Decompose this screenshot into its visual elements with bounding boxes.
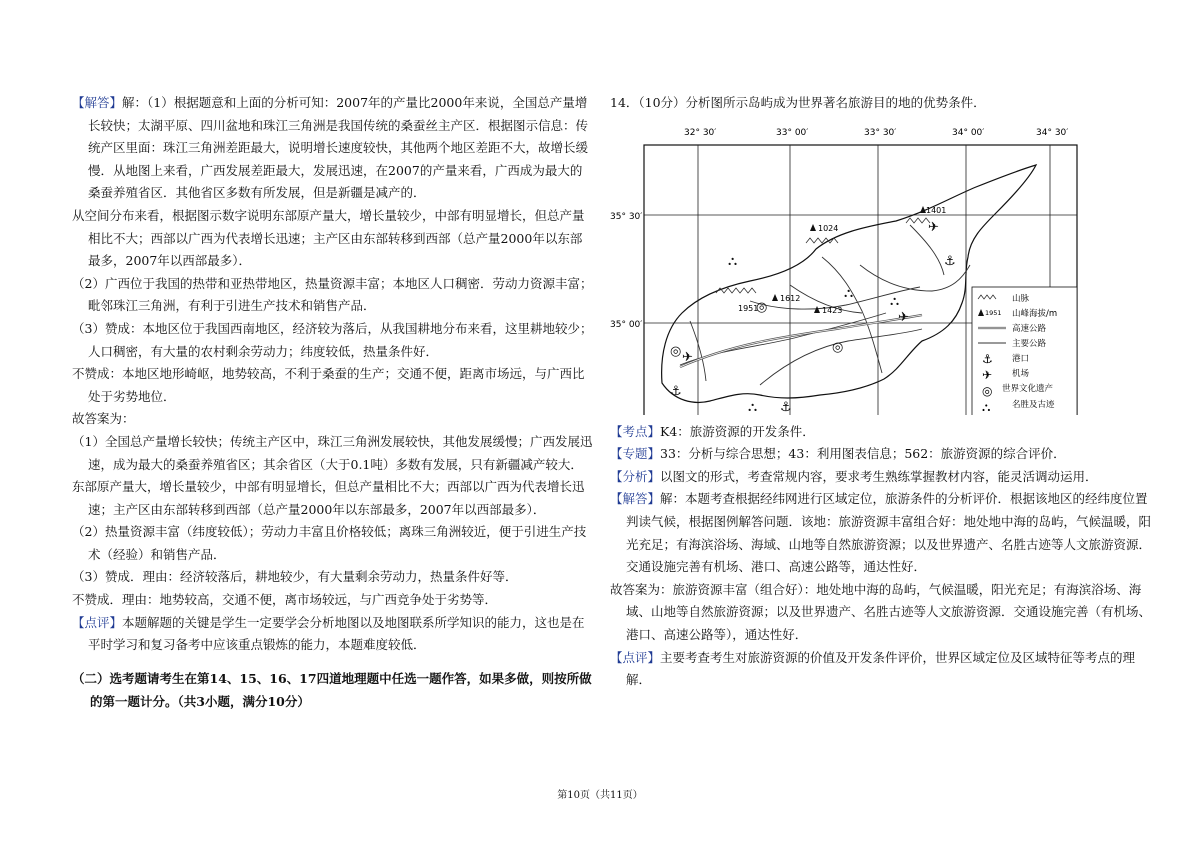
lon-label: 34° 30′ [1036, 127, 1069, 138]
paragraph-2: （2）广西位于我国的热带和亚热带地区，热量资源丰富；本地区人口稠密．劳动力资源丰富；毗邻珠江三角洲，有利于引进生产技术和销售产品． [72, 275, 593, 314]
heritage-icon: ◎ [982, 383, 993, 398]
legend-label: 山峰海拔/m [1012, 308, 1058, 319]
sights-icon: ⛬ [982, 399, 991, 414]
jieda-paragraph: 【解答】解：本题考查根据经纬网进行区域定位，旅游条件的分析评价．根据该地区的经纬度位置判读气候，根据图例解答问题．该地：旅游资源丰富组合好：地处地中海的岛屿，气候温暖，阳光充足；有海滨浴场、海域、山地等自然旅游资源；以及世界遗产、名胜古迹等人文旅游资源． 交通设施完善有机场、港口、高速公路等，通达性好． [610, 491, 1158, 575]
review-tag: 【点评】 [72, 614, 123, 630]
answer-1: （1）全国总产量增长较快；传统主产区中，珠江三角洲发展较快，其他发展缓慢；广西发展迅速，成为最大的桑蚕养殖省区；其余省区（大于0.1吨）多数有发展，只有新疆减产较大． [72, 433, 593, 472]
fenxi-tag: 【分析】 [610, 468, 661, 484]
lon-label: 33° 00′ [776, 127, 809, 138]
answer-paragraph: 故答案为：旅游资源丰富（组合好）：地处地中海的岛屿，气候温暖，阳光充足；有海滨浴场、海域、山地等自然旅游资源；以及世界遗产、名胜古迹等人文旅游资源．交通设施完善（有机场、港口、高速公路等），通达性好． [610, 581, 1152, 642]
airport-icon: ✈ [682, 349, 693, 365]
port-icon: ⚓ [982, 351, 993, 366]
peak-label: 1612 [780, 293, 801, 303]
jieda-tag: 【解答】 [610, 491, 661, 507]
port-icon: ⚓ [670, 383, 682, 399]
sights-icon: ⛬ [748, 399, 758, 415]
legend-label: 名胜及古迹 [1012, 399, 1055, 410]
page-footer: 第10页（共11页） [557, 790, 643, 801]
sights-icon: ⛬ [890, 293, 900, 309]
answer-tag: 【解答】 [72, 95, 123, 110]
zhuanti-paragraph: 【专题】33：分析与综合思想；43：利用图表信息；562：旅游资源的综合评价． [610, 446, 1066, 462]
review-paragraph: 【点评】本题解题的关键是学生一定要学会分析地图以及地图联系所学知识的能力，这也是在平时学习和复习备考中应该重点锻炼的能力，本题难度较低． [72, 614, 585, 653]
port-icon: ⚓ [944, 253, 956, 269]
map-legend [972, 287, 1077, 415]
kaodian-paragraph: 【考点】K4：旅游资源的开发条件． [610, 423, 815, 439]
dianping-tag: 【点评】 [610, 649, 661, 665]
heritage-icon: ◎ [756, 299, 768, 315]
heritage-icon: ◎ [832, 339, 844, 355]
answer-3b: 不赞成．理由：地势较高，交通不便，离市场较远，与广西竞争处于劣势等． [72, 592, 498, 608]
paragraph-against: 不赞成：本地区地形崎岖，地势较高，不利于桑蚕的生产；交通不便，距离市场远，与广西比处于劣势地位． [72, 366, 585, 404]
answer-2: （2）热量资源丰富（纬度较低）；劳动力丰富且价格较低；离珠三角洲较近，便于引进生产技术（经验）和销售产品． [72, 524, 587, 562]
lon-label: 34° 00′ [952, 127, 985, 138]
fenxi-paragraph: 【分析】以图文的形式，考查常规内容，要求考生熟练掌握教材内容，能灵活调动运用． [610, 468, 1098, 484]
map-svg [610, 115, 1155, 415]
heritage-icon: ◎ [670, 343, 682, 359]
paragraph-3: （3）赞成：本地区位于我国西南地区，经济较为落后，从我国耕地分布来看，这里耕地较少；人口稠密，有大量的农村剩余劳动力；纬度较低，热量条件好． [72, 320, 593, 359]
left-column [72, 92, 594, 713]
paragraph-spatial: 从空间分布来看，根据图示数字说明东部原产量大，增长量较少，中部有明显增长，但总产量相比不大；西部以广西为代表增长迅速；主产区由东部转移到西部（总产量2000年以东部最多，2007年以西部最多）． [72, 207, 585, 269]
sights-icon: ⛬ [844, 285, 854, 301]
legend-label: 山脉 [1012, 293, 1030, 304]
question-14: 14．（10分）分析图所示岛屿成为世界著名旅游目的地的优势条件． [610, 95, 986, 110]
legend-label: 主要公路 [1012, 338, 1047, 349]
section-heading: （二）选考题请考生在第14、15、16、17四道地理题中任选一题作答，如果多做，则按所做的第一题计分。（共3小题，满分10分） [72, 670, 592, 709]
roads [680, 225, 970, 385]
lat-label: 35° 30′ [610, 211, 643, 222]
legend-label: 世界文化遗产 [1002, 383, 1054, 394]
island-map [610, 115, 1155, 415]
answer-label: 故答案为： [72, 411, 135, 427]
lon-label: 32° 30′ [684, 127, 717, 138]
kaodian-tag: 【考点】 [610, 423, 661, 439]
peak-label: 1423 [822, 305, 843, 315]
peak-label: 1951 [738, 303, 759, 313]
peak-label: 1024 [818, 223, 839, 233]
airport-icon: ✈ [898, 309, 909, 325]
zhuanti-tag: 【专题】 [610, 446, 661, 462]
airport-icon: ✈ [928, 219, 939, 235]
right-column [610, 92, 1158, 692]
legend-label: 港口 [1012, 353, 1030, 364]
dianping-paragraph: 【点评】主要考查考生对旅游资源的价值及开发条件评价，世界区域定位及区域特征等考点的理解． [610, 649, 1136, 688]
legend-label: 高速公路 [1012, 323, 1047, 334]
answer-paragraph-1: 【解答】解：（1）根据题意和上面的分析可知：2007年的产量比2000年来说，全国总产量增长较快；太湖平原、四川盆地和珠江三角洲是我国传统的桑蚕丝主产区．根据图示信息：传统产区里面：珠江三角洲差距最大，说明增长速度较快，其他两个地区差距不大，故增长缓慢．从地图上来看，广西发展差距最大，发展迅速，在2007的产量来看，广西成为最大的桑蚕养殖省区．其他省区多数有所发展，但是新疆是减产的． [72, 95, 589, 201]
port-icon: ⚓ [780, 399, 792, 415]
peaks [738, 206, 946, 315]
legend-peak-value: 1951 [985, 308, 1002, 317]
answer-1b: 东部原产量大，增长量较少，中部有明显增长，但总产量相比不大；西部以广西为代表增长迅速；主产区由东部转移到西部（总产量2000年以东部最多，2007年以西部最多）． [72, 479, 585, 517]
airport-icon: ✈ [982, 367, 993, 382]
legend-label: 机场 [1012, 368, 1030, 379]
answer-3: （3）赞成．理由：经济较落后，耕地较少，有大量剩余劳动力，热量条件好等． [72, 569, 518, 585]
sights-icon: ⛬ [728, 253, 738, 269]
lon-label: 33° 30′ [864, 127, 897, 138]
lat-label: 35° 00′ [610, 319, 643, 330]
peak-label: 1401 [926, 205, 947, 215]
